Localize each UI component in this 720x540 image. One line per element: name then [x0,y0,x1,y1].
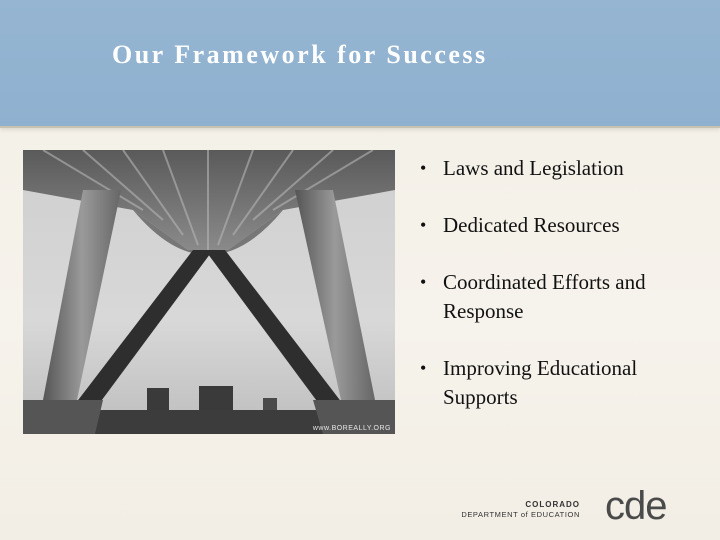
cde-logo [461,484,698,528]
logo-wordmark [461,500,580,520]
title-banner [0,0,720,128]
logo-line-department: DEPARTMENT of EDUCATION [461,510,580,519]
photo-watermark: www.BOREALLY.ORG [312,425,391,432]
bullet-text: Coordinated Efforts and Response [443,270,646,323]
bullet-text: Laws and Legislation [443,156,624,180]
bullet-marker: • [420,358,427,378]
bridge-photo-image [23,150,395,434]
bullet-item-laws [420,154,690,183]
bullet-marker: • [420,272,427,292]
logo-cde-mark: cde [605,484,667,528]
bullet-text: Improving Educational Supports [443,356,638,409]
logo-line-colorado: COLORADO [525,500,580,509]
bullet-marker: • [420,215,427,235]
bullet-list [420,154,690,440]
slide-title: Our Framework for Success [112,40,488,69]
bridge-photo [23,150,395,434]
bullet-item-resources [420,211,690,240]
bullet-item-supports [420,354,690,412]
bullet-item-coordinated [420,268,690,326]
bullet-marker: • [420,158,427,178]
bullet-text: Dedicated Resources [443,213,620,237]
